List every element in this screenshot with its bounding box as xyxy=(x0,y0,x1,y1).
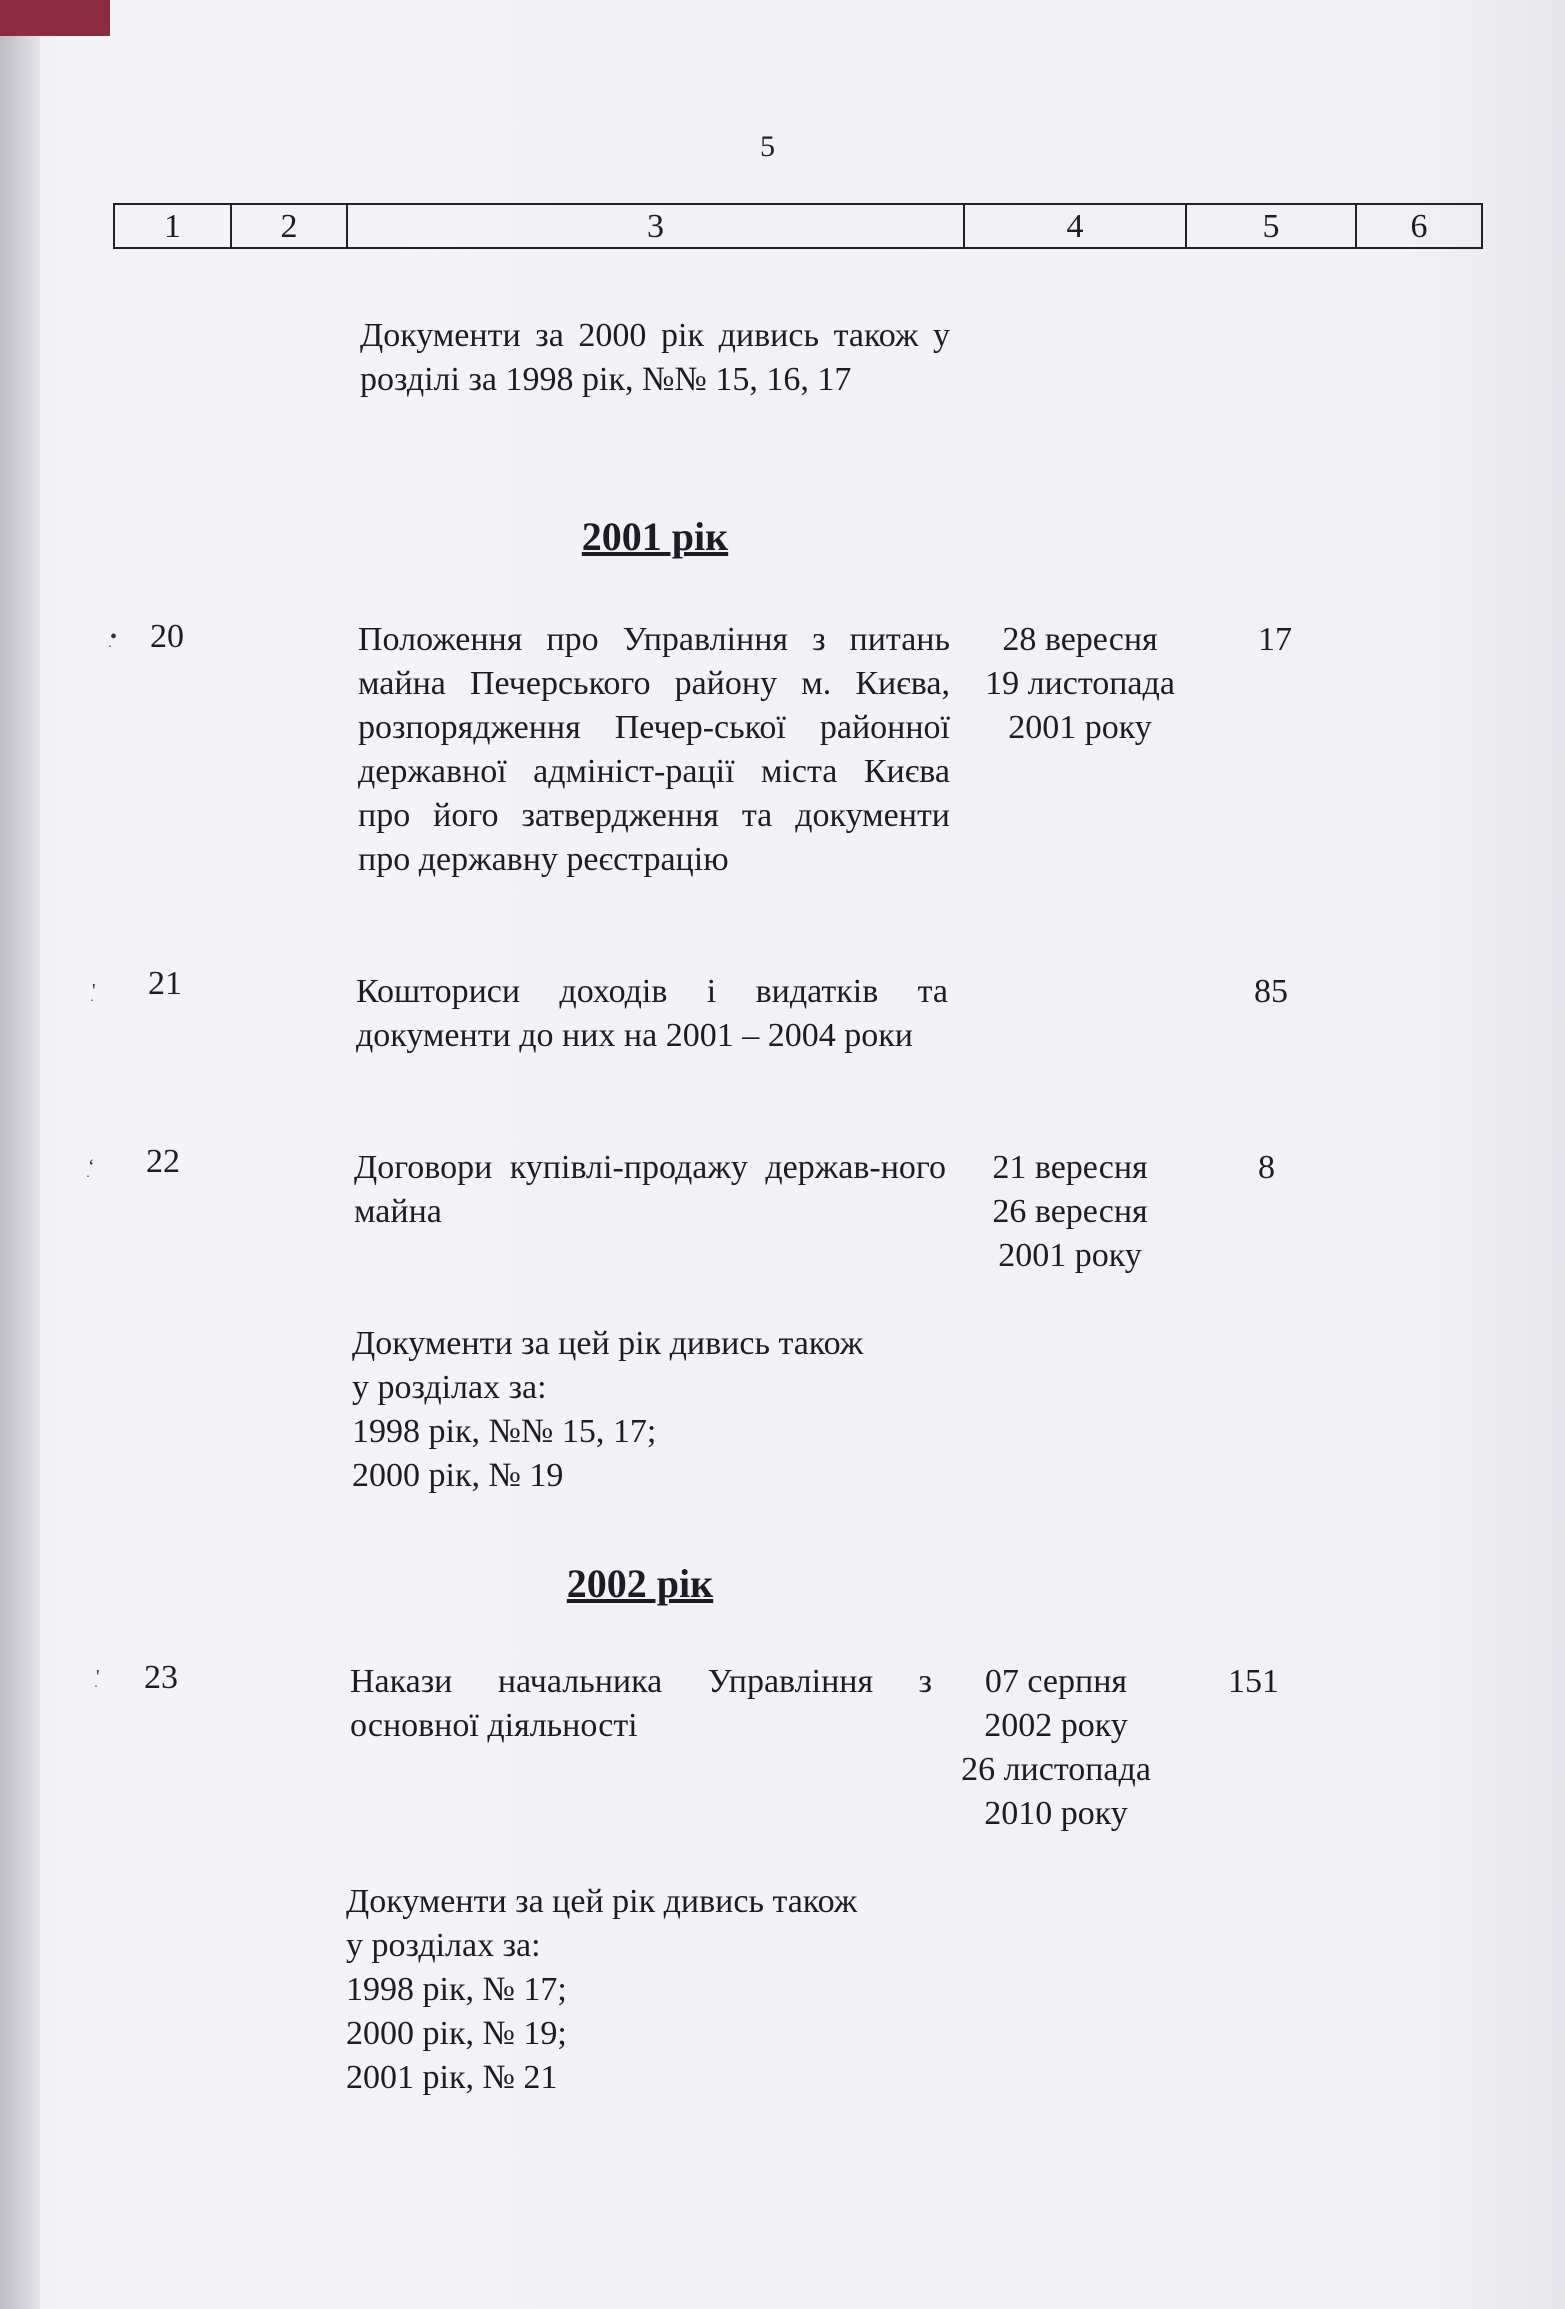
column-header-row xyxy=(113,203,1483,249)
item-title-22: Договори купівлі-продажу держав-ного майна xyxy=(354,1149,946,1230)
item-dates-23 xyxy=(936,1660,1176,1836)
section-heading-2002: 2002 рік xyxy=(566,1561,714,1606)
note-line: 1998 рік, №№ 15, 17; xyxy=(352,1413,657,1450)
item-count-22: 8 xyxy=(1258,1149,1275,1186)
item-number-20: 20 xyxy=(150,618,184,655)
column-header-6: 6 xyxy=(1410,208,1428,245)
item-date-line: 2010 року xyxy=(984,1795,1128,1832)
item-number-21: 21 xyxy=(148,965,182,1002)
tick-mark: ׅ• xyxy=(110,626,118,648)
item-title-20: Положення про Управління з питань майна Печерського району м. Києва, розпорядження Печер-ської районної державної адмініст-рації міста Києва про його затвердження та документи про державну реєстрацію xyxy=(358,621,950,878)
column-header-2: 2 xyxy=(232,205,348,247)
item-date-line: 07 серпня xyxy=(984,1663,1128,1700)
item-date-line: 2001 року xyxy=(998,1237,1142,1274)
column-header-3: 3 xyxy=(348,205,965,247)
item-date-line: 26 листопада xyxy=(961,1751,1151,1788)
section-2002-note xyxy=(346,1880,966,2100)
item-dates-22 xyxy=(950,1146,1190,1278)
item-date-line: 2002 року xyxy=(984,1707,1128,1744)
item-date-line: 19 листопада xyxy=(985,665,1175,702)
note-line: у розділах за: xyxy=(346,1927,541,1964)
page-binding-shadow xyxy=(0,0,40,2309)
column-header-1: 1 xyxy=(115,205,232,247)
note-line: Документи за цей рік дивись також xyxy=(346,1883,858,1920)
item-date-line: 26 вересня xyxy=(992,1193,1148,1230)
item-dates-20 xyxy=(960,618,1200,750)
item-number-22: 22 xyxy=(146,1143,180,1180)
note-line: у розділах за: xyxy=(352,1369,547,1406)
note-line: 2000 рік, № 19 xyxy=(352,1457,564,1494)
item-date-line: 28 вересня xyxy=(1002,621,1158,658)
item-count-20: 17 xyxy=(1258,621,1292,658)
item-title-23: Накази начальника Управління з основної діяльності xyxy=(350,1663,932,1744)
background-corner xyxy=(0,0,110,36)
item-date-line: 21 вересня xyxy=(992,1149,1148,1186)
note-line: 1998 рік, № 17; xyxy=(346,1971,567,2008)
column-header-4: 4 xyxy=(965,205,1187,247)
intro-note: Документи за 2000 рік дивись також у розділі за 1998 рік, №№ 15, 16, 17 xyxy=(360,317,950,398)
column-header-5: 5 xyxy=(1187,205,1357,247)
section-2001-note xyxy=(352,1322,972,1498)
item-number-23: 23 xyxy=(144,1659,178,1696)
note-line: 2000 рік, № 19; xyxy=(346,2015,567,2052)
tick-mark: ׅ‘ xyxy=(88,1156,95,1178)
section-heading-2001: 2001 рік xyxy=(581,514,729,559)
item-count-21: 85 xyxy=(1254,973,1288,1010)
page-number: 5 xyxy=(760,130,775,163)
item-title-21: Кошториси доходів і видатків та документи до них на 2001 – 2004 роки xyxy=(356,973,948,1054)
item-count-23: 151 xyxy=(1228,1663,1279,1700)
note-line: 2001 рік, № 21 xyxy=(346,2059,558,2096)
note-line: Документи за цей рік дивись також xyxy=(352,1325,864,1362)
item-date-line: 2001 року xyxy=(1008,709,1152,746)
tick-mark: ׅ' xyxy=(92,980,96,1002)
tick-mark: ׅ' xyxy=(96,1666,100,1688)
